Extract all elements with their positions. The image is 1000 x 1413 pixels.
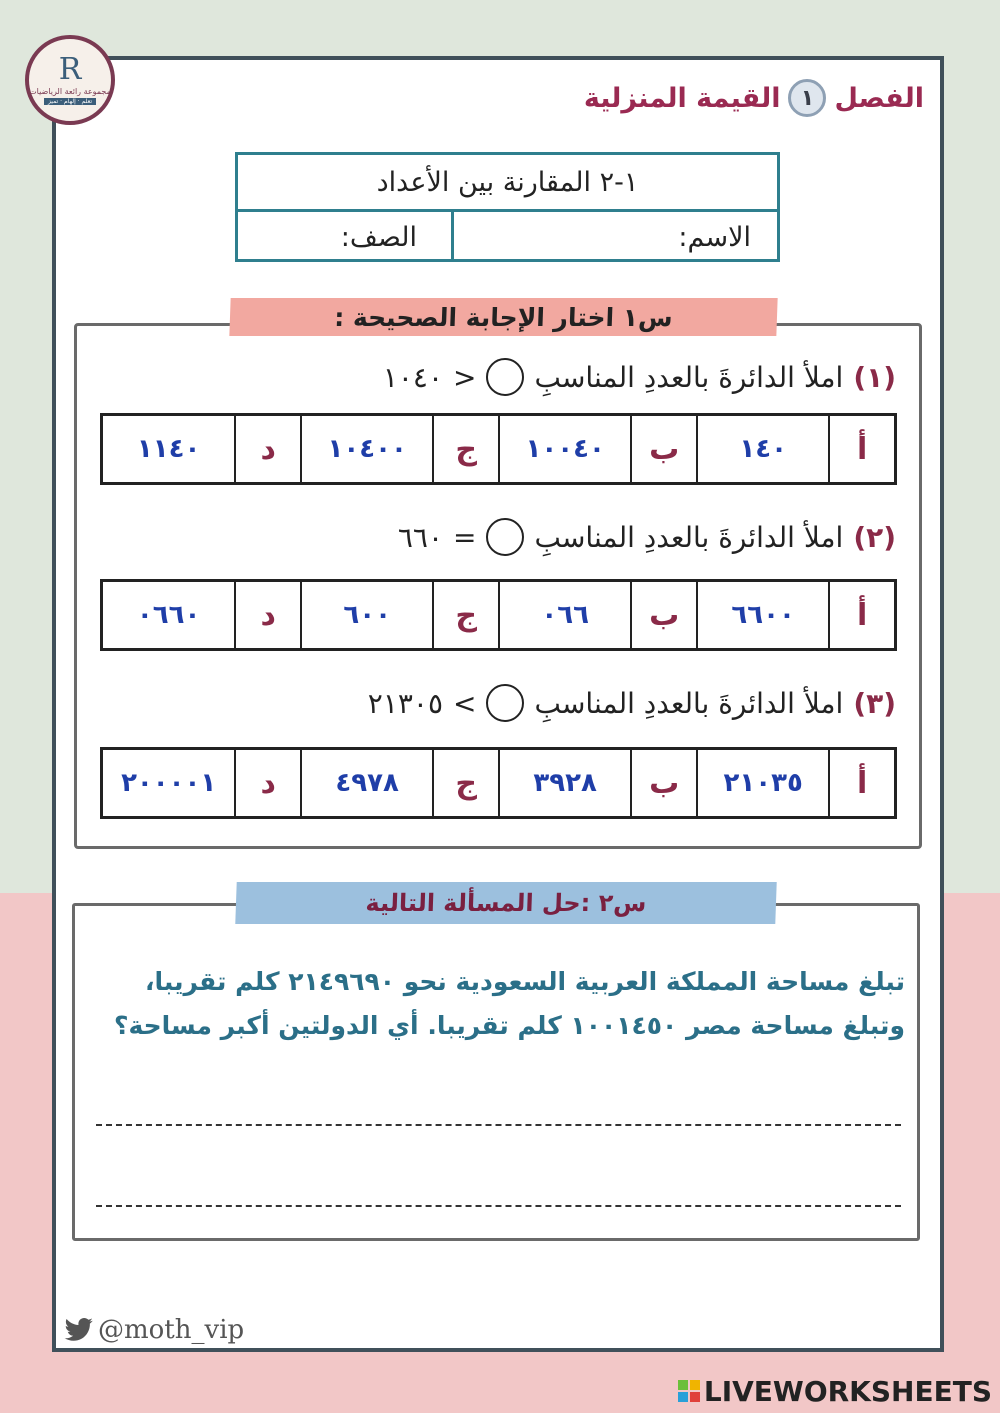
question-2 [398, 515, 896, 559]
option-value[interactable]: ٠٦٦٠ [136, 600, 201, 630]
twitter-bird-icon [64, 1317, 94, 1343]
option-label: د [234, 750, 300, 816]
option-label: ج [432, 582, 498, 648]
comparison-value: ٦٦٠ [397, 520, 443, 554]
option-value[interactable]: ٦٦٠٠ [696, 582, 828, 648]
question-number: (٣) [853, 686, 896, 720]
comparison-symbol: < [452, 360, 477, 394]
word-problem [100, 960, 905, 1048]
comparison-symbol: = [452, 520, 477, 554]
option-value[interactable]: ١٠٤٠٠ [300, 416, 432, 482]
answer-circle[interactable] [486, 358, 524, 396]
option-label: ب [630, 750, 696, 816]
option-value[interactable]: ٦٠٠ [300, 582, 432, 648]
question-number: (٢) [853, 520, 896, 554]
logo-tag: تعلم · إلهام · تميز [44, 98, 96, 105]
question-prompt: املأ الدائرةَ بالعددِ المناسبِ [534, 360, 844, 394]
liveworksheets-brand [678, 1373, 992, 1409]
lesson-title-box [235, 152, 780, 262]
answer-circle[interactable] [486, 518, 524, 556]
option-value[interactable]: ٣٩٢٨ [498, 750, 630, 816]
twitter-credit [64, 1312, 244, 1348]
answer-circle[interactable] [486, 684, 524, 722]
problem-line-2: وتبلغ مساحة مصر ١٠٠١٤٥٠ كلم تقريبا. أي الدولتين أكبر مساحة؟ [113, 1011, 905, 1040]
logo-letter: R [58, 52, 82, 87]
answer-line-2[interactable] [96, 1205, 901, 1207]
answer-line-1[interactable] [96, 1124, 901, 1126]
option-value[interactable]: ١٤٠ [696, 416, 828, 482]
chapter-number-badge: ١ [788, 79, 826, 117]
option-value[interactable]: ٤٩٧٨ [300, 750, 432, 816]
option-value[interactable]: ١٠٠٤٠ [498, 416, 630, 482]
option-label: د [234, 416, 300, 482]
problem-line-1: تبلغ مساحة المملكة العربية السعودية نحو ٢١٤٩٦٩٠ كلم تقريبا، [145, 967, 905, 996]
option-label: أ [828, 416, 894, 482]
option-label: أ [828, 582, 894, 648]
option-label: ج [432, 750, 498, 816]
options-table-3 [100, 747, 897, 819]
question-3 [368, 681, 896, 725]
question-prompt: املأ الدائرةَ بالعددِ المناسبِ [534, 686, 844, 720]
option-value[interactable]: ٢١٠٣٥ [696, 750, 828, 816]
chapter-title: القيمة المنزلية [583, 82, 781, 114]
chapter-label: الفصل [834, 82, 924, 114]
option-label: د [234, 582, 300, 648]
option-value[interactable]: ٠٦٦ [498, 582, 630, 648]
section2-title: س٢ :حل المسألة التالية [235, 882, 776, 924]
option-label: ب [630, 582, 696, 648]
logo-subtitle: مجموعة رائعة الرياضيات [29, 87, 111, 96]
option-value[interactable]: ٢٠٠٠٠١ [121, 768, 217, 798]
class-field[interactable]: الصف: [340, 221, 417, 253]
section2-frame [72, 903, 920, 1241]
options-table-2 [100, 579, 897, 651]
option-label: ب [630, 416, 696, 482]
question-1 [383, 355, 896, 399]
comparison-symbol: > [452, 686, 477, 720]
chapter-header [584, 78, 924, 118]
twitter-handle: @moth_vip [98, 1315, 245, 1345]
name-field[interactable]: الاسم: [451, 212, 777, 262]
brand-name: LIVEWORKSHEETS [703, 1374, 992, 1408]
lesson-title: ١-٢ المقارنة بين الأعداد [238, 155, 777, 212]
logo [25, 35, 115, 125]
option-label: ج [432, 416, 498, 482]
comparison-value: ١٠٤٠ [382, 360, 443, 394]
student-info-row [238, 212, 777, 262]
brand-grid-icon [678, 1380, 700, 1402]
option-value[interactable]: ١١٤٠ [136, 434, 201, 464]
section1-title: س١ اختار الإجابة الصحيحة : [229, 298, 777, 336]
question-number: (١) [853, 360, 896, 394]
option-label: أ [828, 750, 894, 816]
options-table-1 [100, 413, 897, 485]
question-prompt: املأ الدائرةَ بالعددِ المناسبِ [534, 520, 844, 554]
comparison-value: ٢١٣٠٥ [367, 686, 443, 720]
